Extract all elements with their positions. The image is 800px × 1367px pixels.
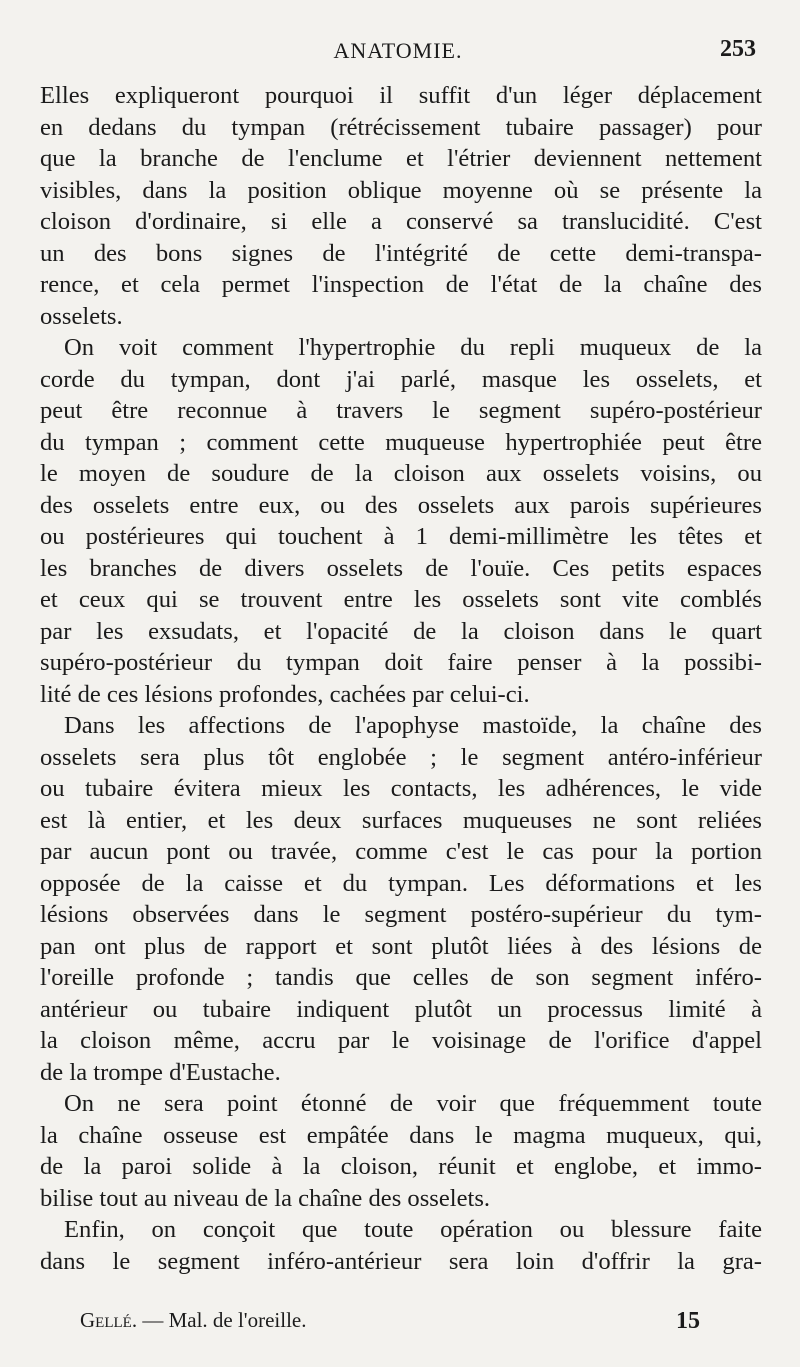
text-line: ou tubaire évitera mieux les contacts, les adhérences, le vide bbox=[40, 775, 762, 802]
text-line: ou postérieures qui touchent à 1 demi-millimètre les têtes et bbox=[40, 523, 762, 550]
text-line: de la trompe d'Eustache. bbox=[40, 1058, 281, 1086]
text-line: un des bons signes de l'intégrité de cette demi-transpa- bbox=[40, 239, 762, 267]
text-line: Elles expliqueront pourquoi il suffit d'un léger déplacement bbox=[40, 82, 762, 109]
text-line: Dans les affections de l'apophyse mastoïde, la chaîne des bbox=[64, 712, 762, 739]
text-line: dans le segment inféro-antérieur sera loin d'offrir la gra- bbox=[40, 1247, 762, 1275]
text-line: cloison d'ordinaire, si elle a conservé sa translucidité. C'est bbox=[40, 208, 762, 235]
text-line: rence, et cela permet l'inspection de l'état de la chaîne des bbox=[40, 271, 762, 298]
text-line: l'oreille profonde ; tandis que celles de son segment inféro- bbox=[40, 964, 762, 991]
text-line: osselets sera plus tôt englobée ; le segment antéro-inférieur bbox=[40, 743, 762, 771]
text-line: corde du tympan, dont j'ai parlé, masque les osselets, et bbox=[40, 365, 762, 393]
text-line: la chaîne osseuse est empâtée dans le magma muqueux, qui, bbox=[40, 1121, 762, 1149]
text-line: On voit comment l'hypertrophie du repli muqueux de la bbox=[64, 334, 762, 361]
footer-separator: — bbox=[142, 1308, 164, 1332]
text-line: est là entier, et les deux surfaces muqueuses ne sont reliées bbox=[40, 806, 762, 834]
body-text bbox=[40, 80, 762, 1277]
text-line: que la branche de l'enclume et l'étrier deviennent nettement bbox=[40, 145, 762, 172]
text-line: de la paroi solide à la cloison, réunit et englobe, et immo- bbox=[40, 1153, 762, 1180]
text-line: des osselets entre eux, ou des osselets aux parois supérieures bbox=[40, 491, 762, 519]
text-line: lésions observées dans le segment postéro-supérieur du tym- bbox=[40, 901, 762, 928]
text-line: peut être reconnue à travers le segment supéro-postérieur bbox=[40, 397, 762, 424]
footer-work: Mal. de l'oreille. bbox=[168, 1308, 307, 1332]
footer-citation bbox=[80, 1308, 306, 1333]
text-line: pan ont plus de rapport et sont plutôt liées à des lésions de bbox=[40, 932, 762, 960]
text-line: du tympan ; comment cette muqueuse hypertrophiée peut être bbox=[40, 428, 762, 456]
running-title: ANATOMIE. bbox=[333, 38, 463, 63]
text-line: par les exsudats, et l'opacité de la cloison dans le quart bbox=[40, 617, 762, 645]
page-number: 253 bbox=[720, 36, 756, 62]
text-line: en dedans du tympan (rétrécissement tubaire passager) pour bbox=[40, 113, 762, 141]
text-line: bilise tout au niveau de la chaîne des osselets. bbox=[40, 1184, 491, 1212]
text-line: Enfin, on conçoit que toute opération ou blessure faite bbox=[64, 1216, 762, 1243]
text-line: par aucun pont ou travée, comme c'est le cas pour la portion bbox=[40, 838, 762, 865]
signature-mark: 15 bbox=[676, 1308, 700, 1334]
page-footer bbox=[80, 1308, 700, 1338]
text-line: le moyen de soudure de la cloison aux osselets voisins, ou bbox=[40, 460, 762, 487]
footer-author: Gellé. bbox=[80, 1308, 138, 1332]
text-line: la cloison même, accru par le voisinage de l'orifice d'appel bbox=[40, 1027, 762, 1054]
text-line: antérieur ou tubaire indiquent plutôt un processus limité à bbox=[40, 995, 762, 1023]
page-header bbox=[40, 32, 756, 72]
text-line: supéro-postérieur du tympan doit faire penser à la possibi- bbox=[40, 649, 762, 676]
text-line: et ceux qui se trouvent entre les osselets sont vite comblés bbox=[40, 586, 762, 613]
text-line: lité de ces lésions profondes, cachées par celui-ci. bbox=[40, 680, 530, 708]
text-line: On ne sera point étonné de voir que fréquemment toute bbox=[64, 1090, 762, 1117]
text-line: osselets. bbox=[40, 302, 123, 330]
text-line: opposée de la caisse et du tympan. Les déformations et les bbox=[40, 869, 762, 897]
text-line: visibles, dans la position oblique moyenne où se présente la bbox=[40, 176, 762, 204]
text-line: les branches de divers osselets de l'ouïe. Ces petits espaces bbox=[40, 554, 762, 582]
